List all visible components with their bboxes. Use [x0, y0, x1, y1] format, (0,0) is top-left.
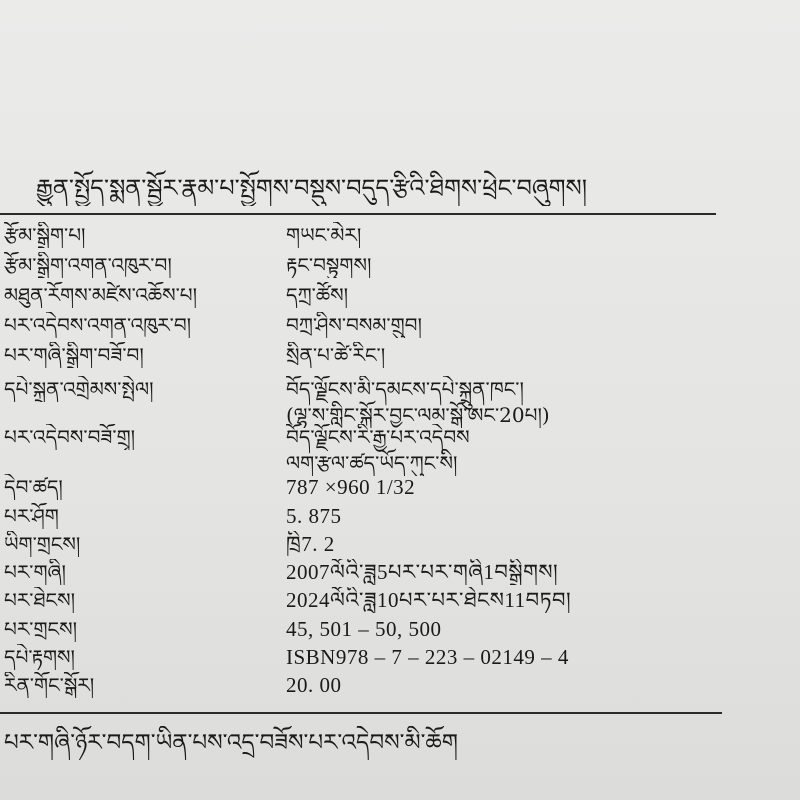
book-title: རྒྱུན་སྤྱོད་སྨན་སྦྱོར་རྣམ་པ་སྤྱོགས་བསྡུས་བདུད་རྩིའི་ཐིགས་ཕྲེང་བཞུགས།	[36, 174, 588, 202]
detail-value: གཡང་མེར།	[286, 223, 362, 247]
publisher-address: (ལྷ་ས་གླིང་སྐོར་བྱང་ལམ་སྒོ་ཨང་20པ།)	[286, 403, 550, 427]
detail-label: པར་འདེབས་འགན་འཁུར་བ།	[4, 313, 192, 337]
detail-label: ཡིག་གྲངས།	[4, 532, 81, 556]
detail-label: དེབ་ཚད།	[4, 475, 63, 499]
detail-value: ISBN978 – 7 – 223 – 02149 – 4	[286, 645, 569, 669]
detail-value	[286, 376, 786, 428]
detail-value: སྲིན་པ་ཚེ་རིང་།	[286, 343, 386, 367]
detail-label: པར་གཞི་སྒྲིག་བཟོ་བ།	[4, 343, 144, 367]
detail-value: 45, 501 – 50, 500	[286, 617, 442, 641]
detail-label: དཔེ་སྐྲུན་འགྲེམས་སྤེལ།	[4, 377, 154, 401]
detail-value: ཁྲི7. 2	[286, 532, 335, 556]
detail-value: དཀྲ་ཚོས།	[286, 283, 349, 307]
top-divider	[0, 213, 716, 215]
detail-value: བཀྲ་ཤིས་བསམ་གྲུབ།	[286, 313, 422, 337]
bottom-divider	[0, 712, 722, 714]
detail-value: 787 ×960 1/32	[286, 475, 416, 499]
detail-label: མཐུན་རོགས་མཛེས་འཆོས་པ།	[4, 283, 198, 307]
printer-name: བོད་ལྗོངས་རི་རྒྱ་པར་འདེབས	[286, 425, 470, 449]
detail-label: རྩོམ་སྒྲིག་འགན་འཁུར་བ།	[4, 253, 172, 277]
detail-label: རིན་གོང་སྒོར།	[4, 673, 95, 697]
detail-label: པར་ཐེངས།	[4, 588, 76, 612]
publisher-name: བོད་ལྗོངས་མི་དམངས་དཔེ་སྐྲུན་ཁང་།	[286, 377, 524, 401]
detail-value: 5. 875	[286, 504, 342, 528]
detail-value: 20. 00	[286, 673, 342, 697]
detail-label: པར་གཞི།	[4, 560, 66, 584]
detail-label: པར་འདེབས་བཟོ་གྲྭ།	[4, 425, 136, 449]
copyright-notice: པར་གཞི་ཉོར་བདག་ཡིན་པས་འདྲ་བཟོས་པར་འདེབས་མི་ཆོག	[4, 730, 458, 756]
detail-value: རྟང་བསྟུགས།	[286, 253, 372, 277]
detail-value	[286, 424, 786, 476]
detail-label: རྩོམ་སྒྲིག་པ།	[4, 223, 86, 247]
detail-label: དཔེ་རྟགས།	[4, 645, 75, 669]
detail-value: 2007ལོའི་ཟླ5པར་པར་གཞི1བསྒྲིགས།	[286, 560, 559, 584]
printer-company: ལག་རྩལ་ཚད་ཡོད་ཀུང་སི།	[286, 451, 458, 475]
detail-value: 2024ལོའི་ཟླ10པར་པར་ཐེངས11བཏབ།	[286, 588, 572, 612]
detail-label: པར་ཤོག	[4, 504, 59, 528]
detail-label: པར་གྲངས།	[4, 617, 78, 641]
